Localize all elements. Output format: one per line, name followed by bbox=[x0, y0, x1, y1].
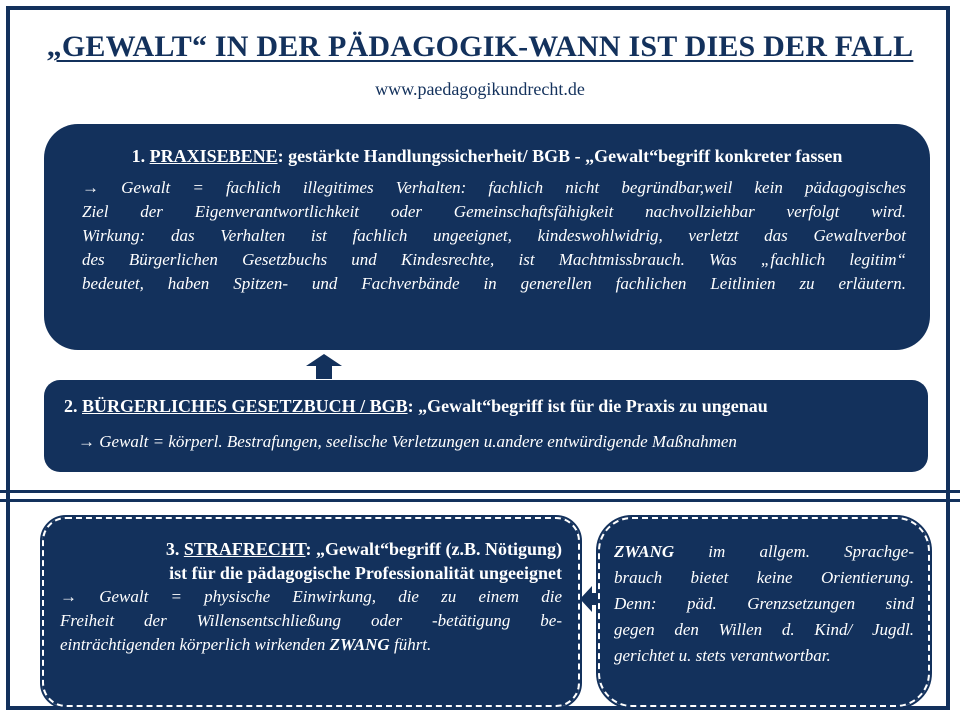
box-bgb-heading bbox=[58, 394, 914, 418]
text-line: gerichtet u. stets verantwortbar. bbox=[614, 646, 831, 665]
box-strafrecht-body bbox=[60, 585, 562, 657]
box-zwang-body bbox=[614, 539, 914, 669]
separator-line bbox=[0, 490, 960, 493]
box-strafrecht-heading bbox=[60, 537, 562, 585]
box-praxisebene bbox=[44, 124, 930, 350]
box-bgb bbox=[44, 380, 928, 472]
text-line: → Gewalt = fachlich illegitimes Verhalten: fachlich nicht begründbar,weil kein pädagogisches bbox=[82, 178, 906, 197]
box-number: 3. bbox=[165, 539, 180, 559]
text-segment: einträchtigenden körperlich wirkenden bbox=[60, 635, 330, 654]
box-term: STRAFRECHT bbox=[183, 539, 306, 559]
text-line: → Gewalt = physische Einwirkung, die zu einem die bbox=[60, 587, 562, 606]
website-url: www.paedagogikundrecht.de bbox=[375, 79, 585, 99]
text-line: Freiheit der Willensentschließung oder -betätigung be- bbox=[60, 611, 562, 630]
text-line: gegen den Willen d. Kind/ Jugdl. bbox=[614, 620, 914, 639]
box-heading-rest: : gestärkte Handlungssicherheit/ BGB - „Gewalt“begriff konkreter fassen bbox=[277, 146, 843, 166]
box-number: 1. bbox=[131, 146, 146, 166]
text-line: brauch bietet keine Orientierung. bbox=[614, 568, 914, 587]
page-title: „GEWALT“ IN DER PÄDAGOGIK-WANN IST DIES DER FALL bbox=[46, 30, 914, 63]
text-line: bedeutet, haben Spitzen- und Fachverbände in generellen fachlichen Leitlinien zu erläutern. bbox=[82, 274, 906, 293]
box-heading-rest: : „Gewalt“begriff ist für die Praxis zu ungenau bbox=[407, 396, 768, 416]
box-heading-line2: ist für die pädagogische Professionalität ungeeignet bbox=[169, 563, 562, 583]
box-strafrecht bbox=[42, 517, 580, 707]
box-bgb-body: → Gewalt = körperl. Bestrafungen, seelische Verletzungen u.andere entwürdigende Maßnahmen bbox=[78, 432, 737, 451]
box-term: BÜRGERLICHES GESETZBUCH / BGB bbox=[82, 396, 408, 416]
text-line: Denn: päd. Grenzsetzungen sind bbox=[614, 594, 914, 613]
box-term: PRAXISEBENE bbox=[149, 146, 278, 166]
text-segment: führt. bbox=[389, 635, 432, 654]
text-line: des Bürgerlichen Gesetzbuchs und Kindesrechte, ist Machtmissbrauch. Was „fachlich legitim“ bbox=[82, 250, 906, 269]
box-praxisebene-body bbox=[60, 176, 914, 296]
box-heading-rest: : „Gewalt“begriff (z.B. Nötigung) bbox=[305, 539, 562, 559]
emphasis-zwang: ZWANG bbox=[329, 635, 390, 654]
text-line bbox=[614, 539, 914, 565]
text-segment: im allgem. Sprachge- bbox=[674, 542, 914, 561]
box-praxisebene-heading bbox=[60, 144, 914, 168]
box-zwang-note bbox=[598, 517, 930, 707]
separator-line bbox=[0, 499, 960, 502]
emphasis-zwang: ZWANG bbox=[614, 542, 675, 561]
text-line: Ziel der Eigenverantwortlichkeit oder Gemeinschaftsfähigkeit nachvollziehbar verfolgt wird. bbox=[82, 202, 906, 221]
text-line bbox=[60, 633, 562, 657]
text-line: Wirkung: das Verhalten ist fachlich ungeeignet, kindeswohlwidrig, verletzt das Gewaltverbot bbox=[82, 226, 906, 245]
up-arrow-icon bbox=[304, 352, 344, 380]
box-number: 2. bbox=[64, 396, 78, 416]
